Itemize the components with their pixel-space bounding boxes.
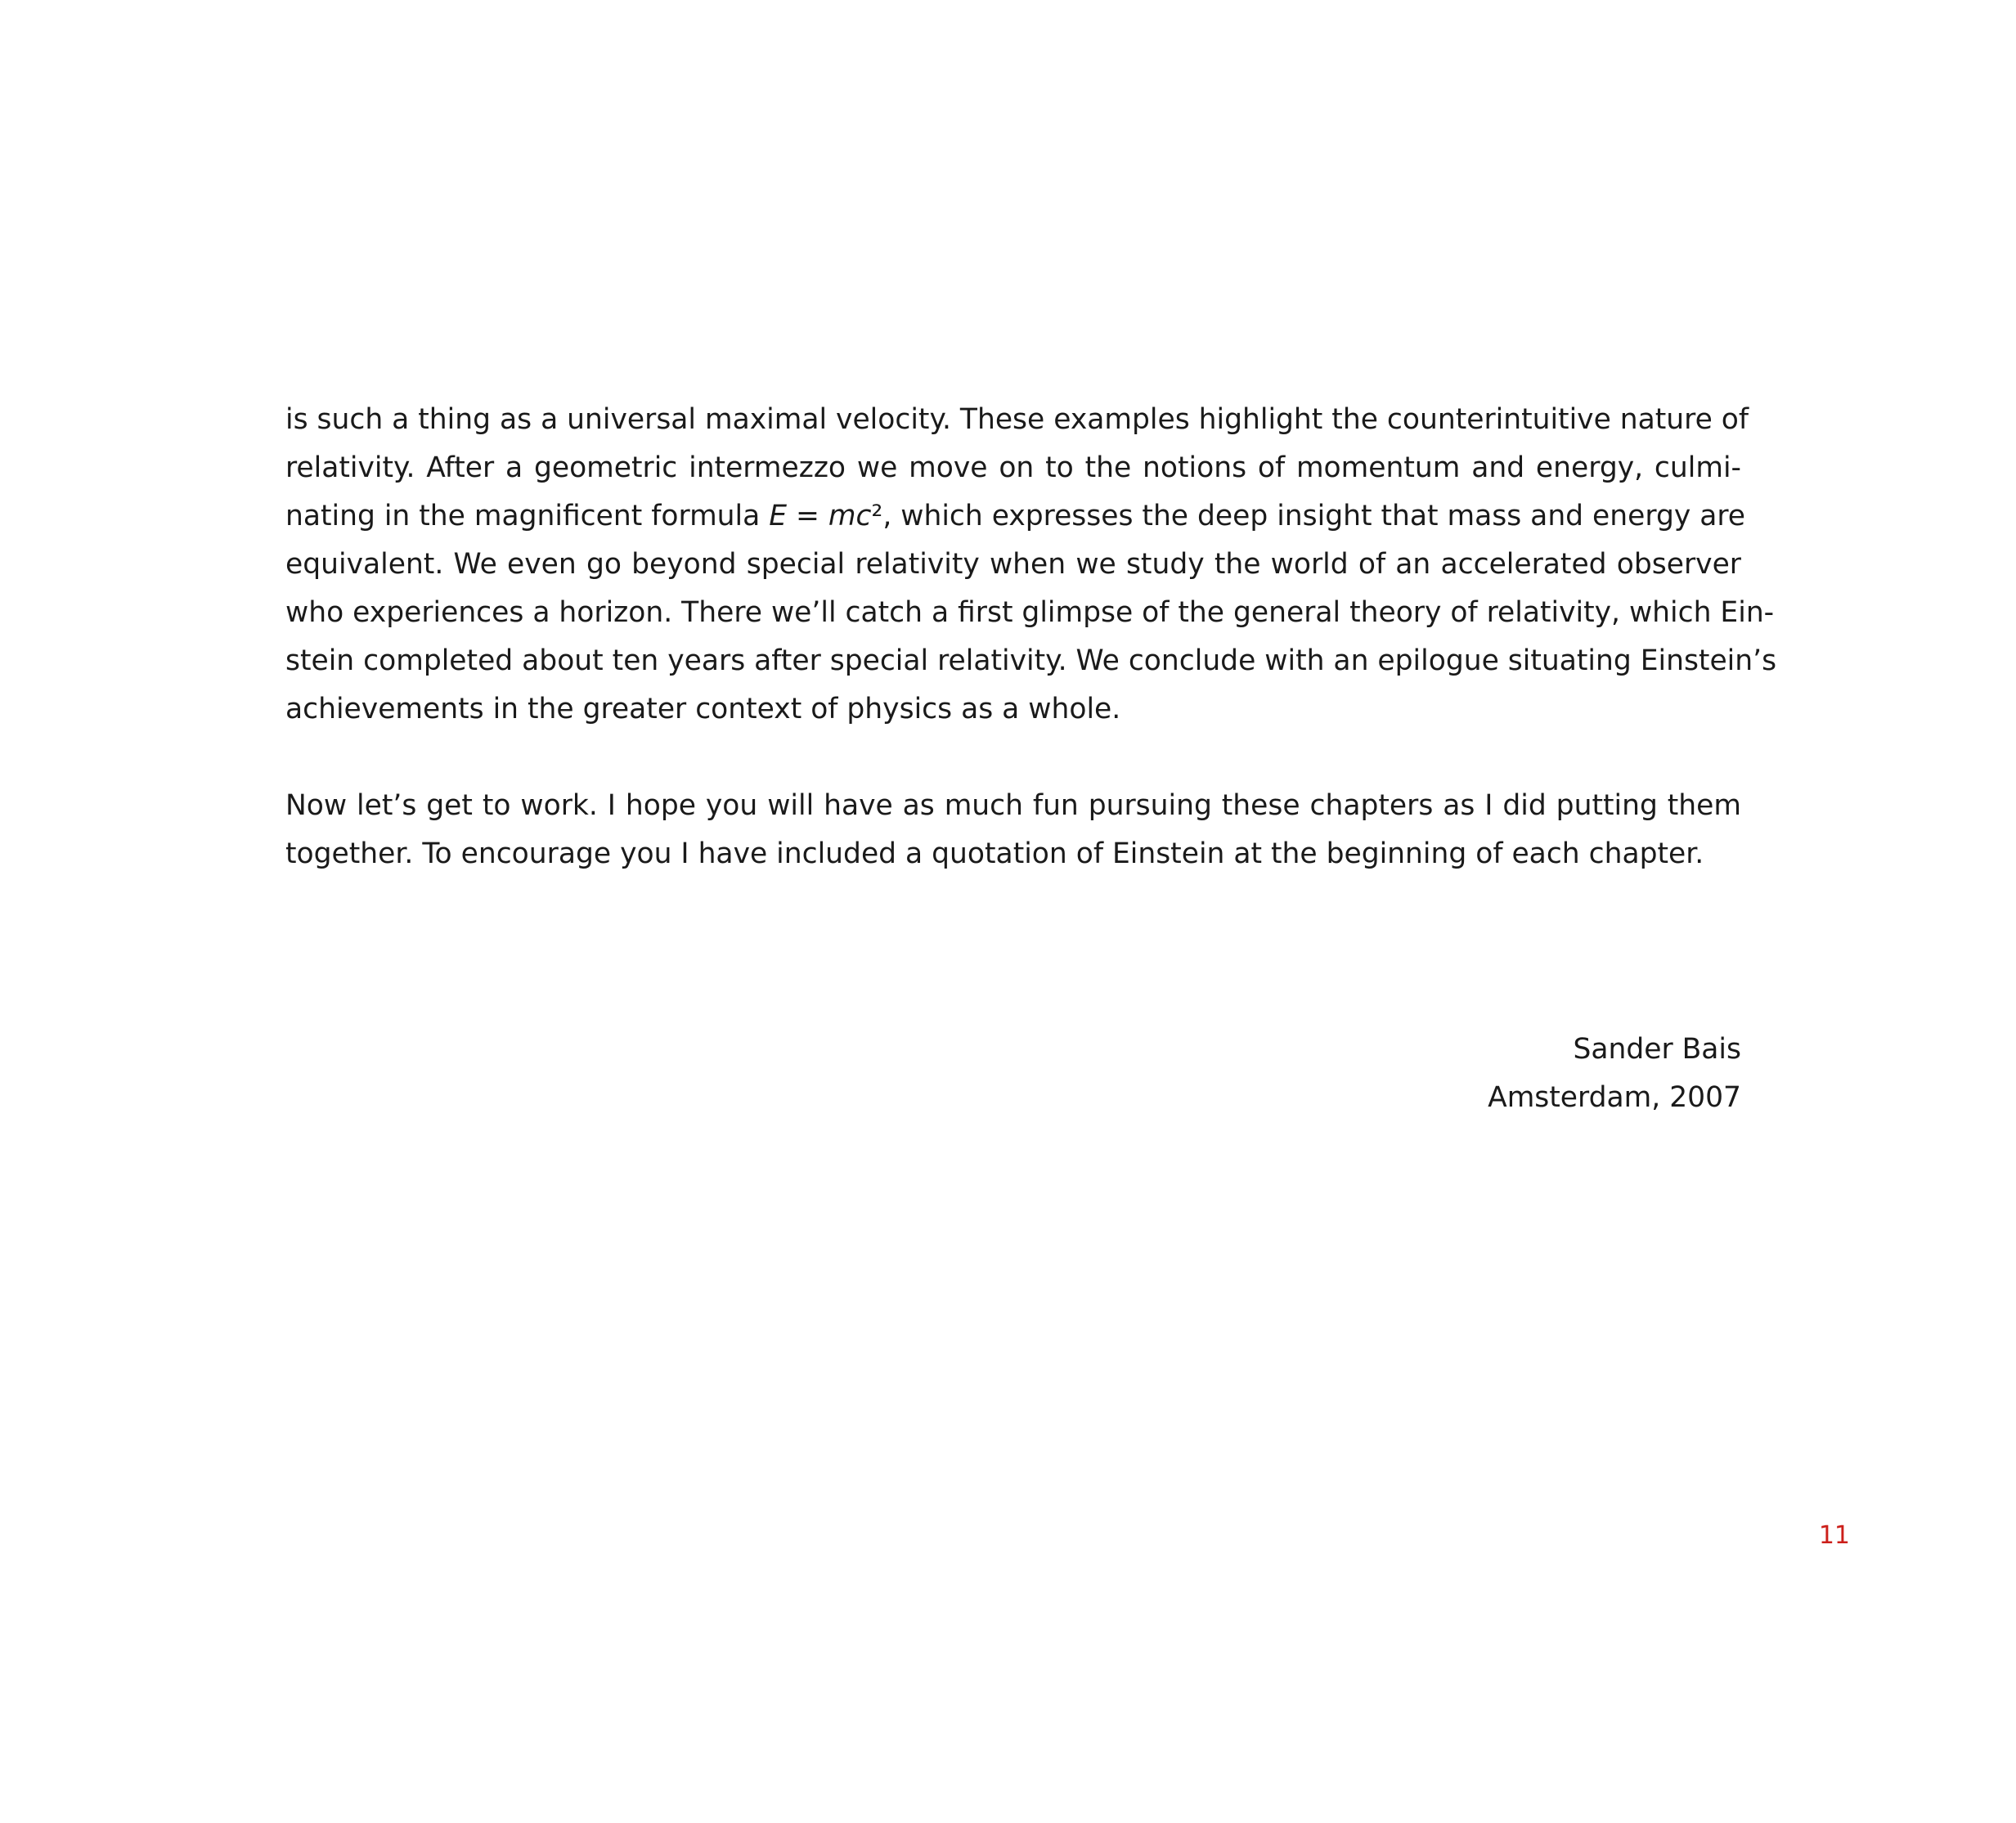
paragraph-2-line-1: Now let’s get to work. I hope you will have as much fun pursuing these chapters as I did putting them: [285, 789, 1741, 822]
formula-line-prefix: nating in the magnificent formula: [285, 500, 770, 532]
paragraph-1-line-7: achievements in the greater context of physics as a whole.: [285, 693, 1121, 725]
author-name: Sander Bais: [1573, 1033, 1741, 1066]
paragraph-2-line-2: together. To encourage you I have included a quotation of Einstein at the beginning of each chapter.: [285, 837, 1704, 870]
body-text: [285, 396, 1777, 878]
paragraph-1-line-4: equivalent. We even go beyond special relativity when we study the world of an accelerated observer: [285, 548, 1741, 581]
formula-squared: ²: [871, 500, 883, 532]
formula-mc: mc: [828, 500, 872, 532]
page-number: 11: [1818, 1521, 1850, 1550]
paragraph-1-line-6: stein completed about ten years after special relativity. We conclude with an epilogue situating Einstein’s: [285, 644, 1777, 677]
formula-equals: =: [787, 500, 828, 532]
paragraph-spacer: [285, 734, 1741, 782]
formula-e: E: [769, 500, 788, 532]
formula-line-suffix: , which expresses the deep insight that mass and energy are: [882, 500, 1746, 532]
paragraph-1-line-2: relativity. After a geometric intermezzo we move on to the notions of momentum and energy, culmi-: [285, 451, 1741, 484]
place-date: Amsterdam, 2007: [1488, 1081, 1741, 1114]
signature-block: [1309, 1026, 1741, 1122]
paragraph-1-line-3-formula: [285, 492, 1746, 541]
paragraph-1-line-5: who experiences a horizon. There we’ll catch a first glimpse of the general theory of relativity, which Ein-: [285, 596, 1775, 629]
paragraph-1-line-1: is such a thing as a universal maximal velocity. These examples highlight the counterintuitive nature of: [285, 403, 1749, 436]
